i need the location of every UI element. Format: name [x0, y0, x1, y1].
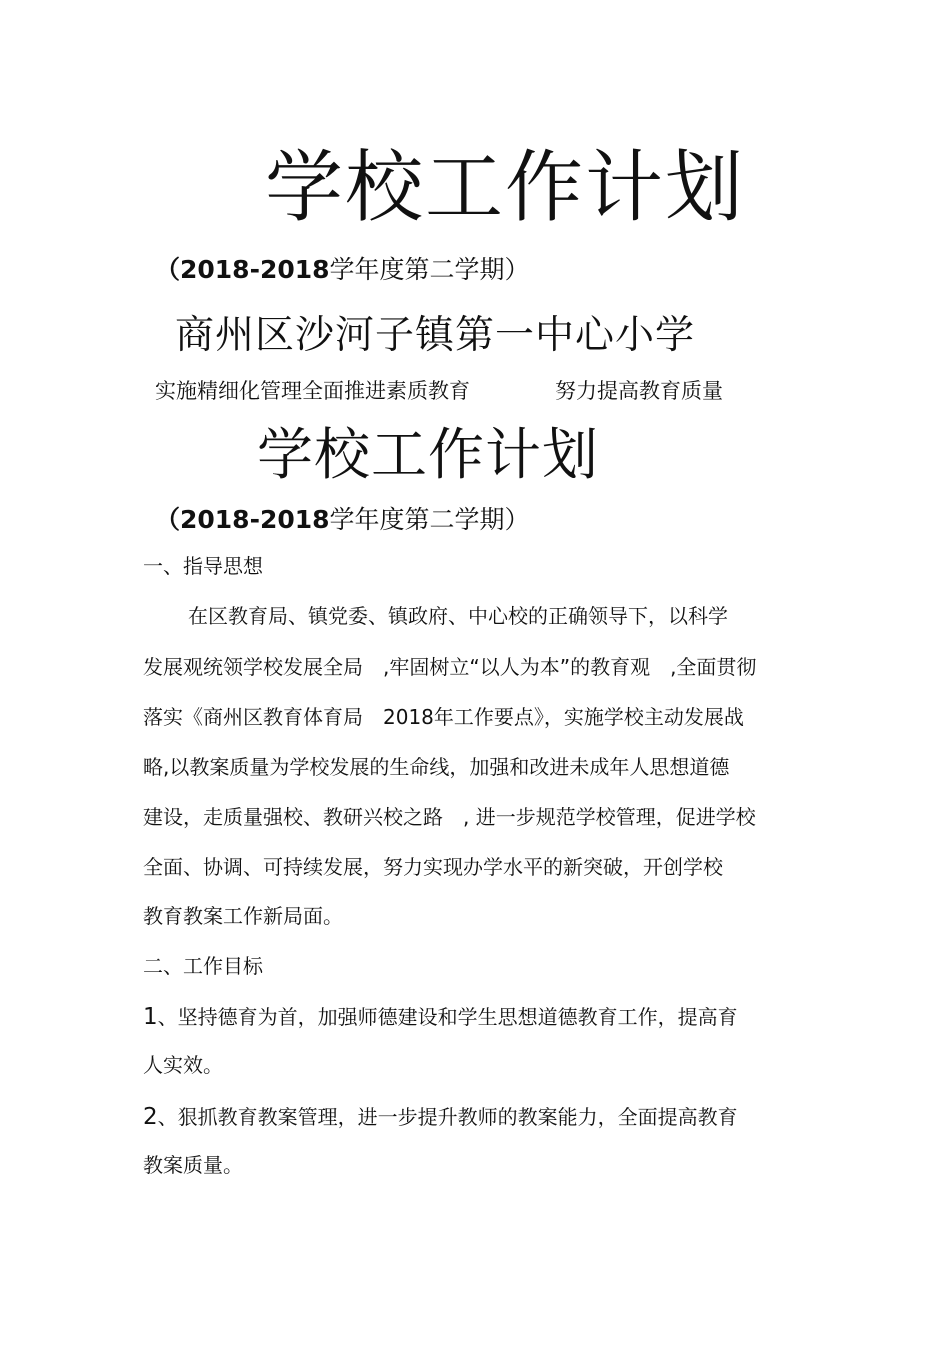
cover-title: 学校工作计划	[265, 143, 746, 233]
paragraph-line: 全面、协调、可持续发展，努力实现办学水平的新突破，开创学校	[143, 855, 723, 879]
goal-2-number: 2	[143, 1104, 158, 1130]
body-term-rest: 学年度第二学期）	[329, 505, 530, 534]
body-term	[155, 503, 530, 537]
goal-2-text: 、狠抓教育教案管理，进一步提升教师的教案能力，全面提高教育	[157, 1105, 738, 1129]
section-heading-work-goals: 二、工作目标	[143, 954, 263, 978]
goal-1-line-1	[143, 1002, 738, 1032]
section-heading-guiding-ideology: 一、指导思想	[143, 554, 263, 578]
paragraph-line: 建设，走质量强校、教研兴校之路 , 进一步规范学校管理，促进学校	[143, 805, 756, 829]
paragraph-line: 在区教育局、镇党委、镇政府、中心校的正确领导下，以科学	[188, 604, 728, 628]
goal-1-text: 、坚持德育为首，加强师德建设和学生思想道德教育工作，提高育	[157, 1005, 738, 1029]
cover-term-rest: 学年度第二学期）	[329, 255, 530, 284]
paragraph-line: 教育教案工作新局面。	[143, 904, 343, 928]
goal-1-number: 1	[143, 1004, 158, 1030]
goal-2-line-1	[143, 1102, 738, 1132]
slogan-right: 努力提高教育质量	[555, 379, 723, 403]
body-term-year: （2018-2018	[155, 505, 330, 534]
paragraph-line: 略,以教案质量为学校发展的生命线，加强和改进未成年人思想道德	[143, 755, 730, 779]
paragraph-line: 落实《商州区教育体育局 2018年工作要点》，实施学校主动发展战	[143, 705, 744, 729]
cover-term	[155, 253, 530, 287]
goal-2-line-2: 教案质量。	[143, 1153, 243, 1177]
paragraph-line: 发展观统领学校发展全局 ,牢固树立“以人为本”的教育观 ,全面贯彻	[143, 655, 757, 679]
school-name: 商州区沙河子镇第一中心小学	[175, 313, 696, 358]
slogan-left: 实施精细化管理全面推进素质教育	[155, 379, 470, 403]
body-title: 学校工作计划	[257, 423, 599, 488]
cover-term-year: （2018-2018	[155, 255, 330, 284]
goal-1-line-2: 人实效。	[143, 1053, 223, 1077]
